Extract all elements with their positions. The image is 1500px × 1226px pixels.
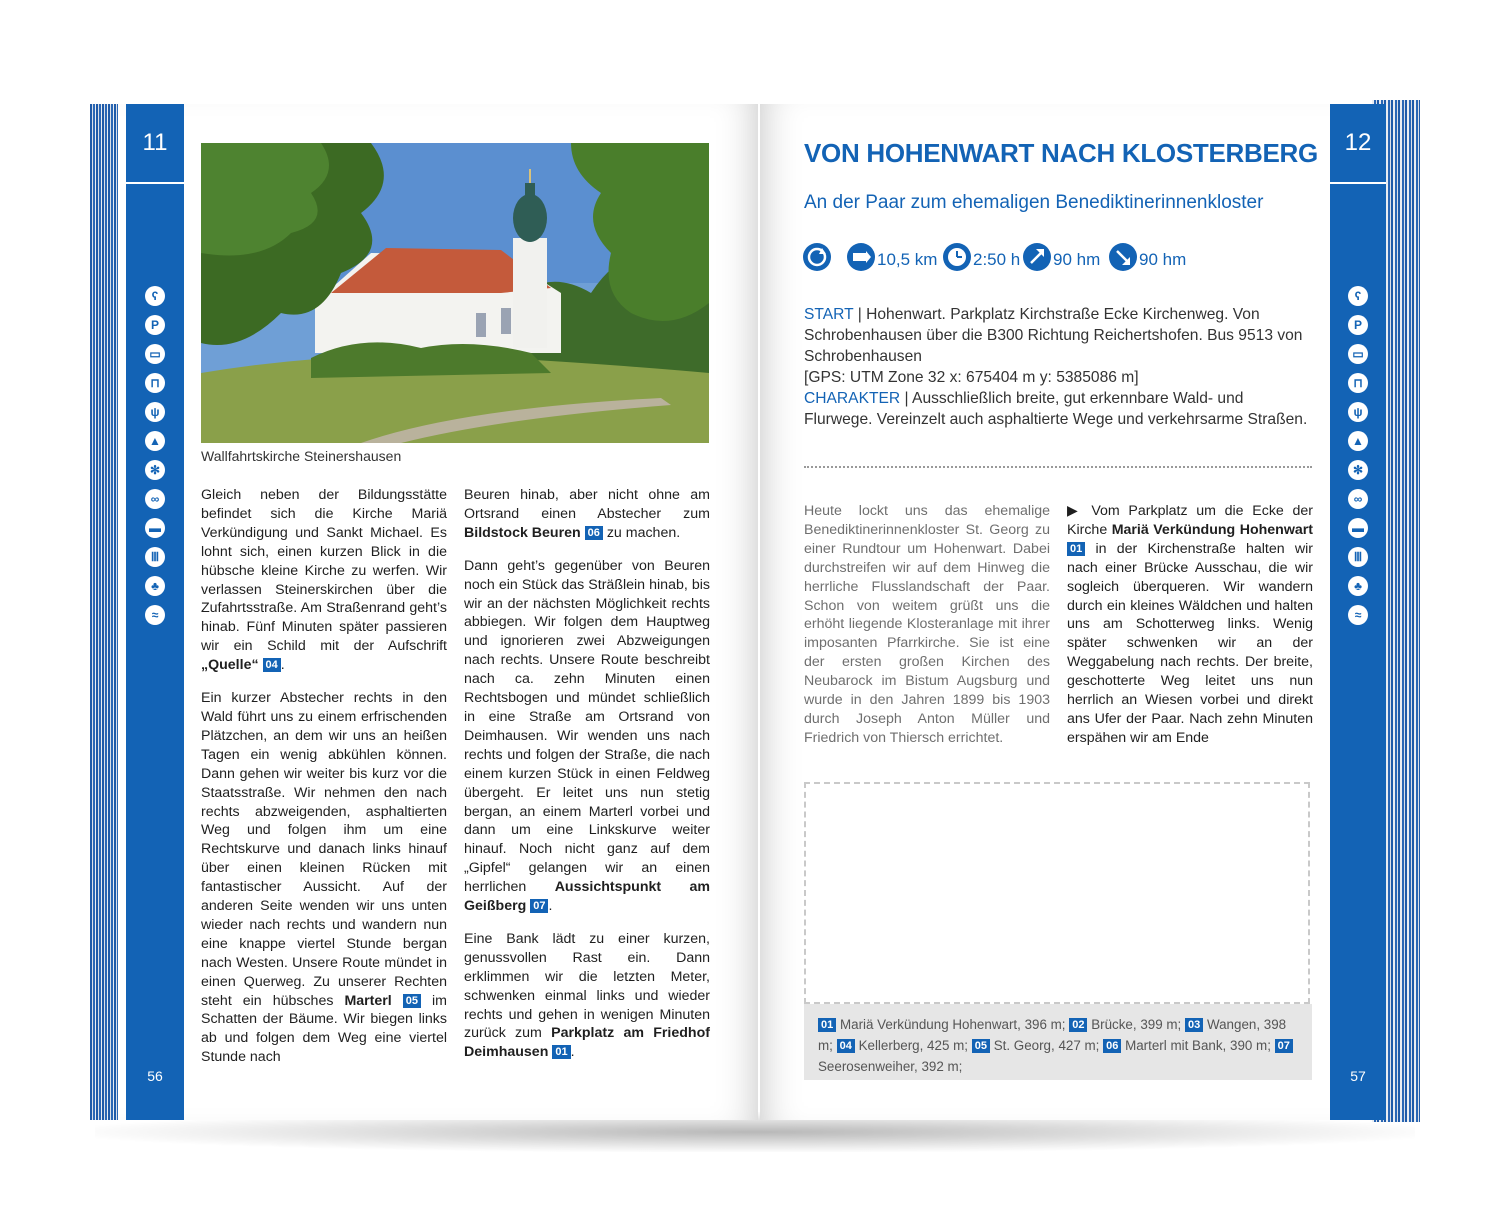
waypoint-badge: 06 [585, 526, 603, 540]
page-number-left: 56 [147, 1068, 163, 1084]
tree-icon: ♣ [145, 576, 165, 596]
highlighted-place: Aussichtspunkt am Geißberg [464, 879, 710, 915]
tree-icon: ♣ [1348, 576, 1368, 596]
parking-icon: P [1348, 315, 1368, 335]
parking-icon: P [145, 315, 165, 335]
clock-icon [943, 243, 971, 271]
round-trip-icon [803, 243, 831, 271]
stat-ascent: 90 hm [1053, 250, 1101, 269]
snowflake-icon: ✻ [1348, 460, 1368, 480]
start-label: START [804, 306, 854, 323]
chapter-number-right: 12 [1330, 104, 1386, 184]
church-photo [201, 143, 709, 443]
left-text-column-1 [201, 486, 447, 1081]
waypoint-legend [804, 1004, 1312, 1080]
museum-icon: Ⅲ [1348, 547, 1368, 567]
restaurant-icon: ψ [145, 402, 165, 422]
right-side-strip [1330, 104, 1386, 1120]
cable-car-icon: ⊓ [145, 373, 165, 393]
restaurant-icon: ψ [1348, 402, 1368, 422]
route-title: VON HOHENWART NACH KLOSTERBERG [804, 138, 1318, 168]
photo-caption: Wallfahrtskirche Steinershausen [201, 448, 402, 464]
character-text: Ausschließlich breite, gut erkennbare Wald- und Flurwege. Vereinzelt auch asphaltierte Wege und verkehrsarme Straßen. [804, 390, 1308, 428]
paragraph: Eine Bank lädt zu einer kurzen, genussvollen Rast ein. Dann erklimmen wir die letzten Meter, schwenken einmal links und wieder rechts und gehen in wenigen Minuten zurück zum Parkplatz am Friedhof Deimhausen 01 . [464, 930, 710, 1061]
highlighted-place: Bildstock Beuren [464, 524, 581, 541]
bed-icon: ▬ [145, 518, 165, 538]
mountain-icon: ▲ [1348, 431, 1368, 451]
paragraph: Dann geht’s gegenüber von Beuren noch ein Stück das Sträßlein hinab, bis wir an der nächsten Möglichkeit rechts abbiegen. Wir folgen dem Hauptweg und ignorieren zwei Abzweigungen nach rechts. Unsere Route beschreibt nach ca. zehn Minuten einen Rechtsbogen und mündet schließlich in eine Straße am Ortsrand von Deimhausen. Wir wenden uns nach rechts und folgen der Straße, die nach einem kurzen Stück in einen Feldweg übergeht. Er leitet uns nun stetig bergan, an einem Marterl vorbei und dann um eine Linkskurve weiter hinauf. Noch nicht ganz auf dem „Gipfel“ gelangen wir an einen herrlichen Aussichtspunkt am Geißberg 07 . [464, 557, 710, 915]
right-text-column-1 [804, 502, 1050, 762]
start-text: Hohenwart. Parkplatz Kirchstraße Ecke Kirchenweg. Von Schrobenhausen über die B300 Richtung Reichertshofen. Bus 9513 von Schrobenhausen [804, 306, 1303, 365]
swimming-icon: ≈ [1348, 605, 1368, 625]
waypoint-badge: 01 [552, 1045, 570, 1059]
bear-icon: ʕ [145, 286, 165, 306]
waypoint-badge: 07 [1275, 1039, 1293, 1053]
stat-duration: 2:50 h [973, 250, 1021, 269]
page-number-right: 57 [1350, 1068, 1366, 1084]
stat-distance: 10,5 km [877, 250, 938, 269]
right-text-column-2 [1067, 502, 1313, 762]
highlighted-place: „Quelle“ [201, 657, 259, 674]
mountain-icon: ▲ [145, 431, 165, 451]
route-stats [803, 243, 1223, 275]
waypoint-badge: 01 [818, 1018, 836, 1032]
snowflake-icon: ✻ [145, 460, 165, 480]
waypoint-badge: 06 [1103, 1039, 1121, 1053]
stat-descent: 90 hm [1139, 250, 1187, 269]
cable-car-icon: ⊓ [1348, 373, 1368, 393]
dotted-divider [804, 466, 1312, 468]
bus-icon: ▭ [145, 344, 165, 364]
highlighted-place: Marterl [344, 992, 392, 1009]
left-side-strip [126, 104, 184, 1120]
highlighted-place: Parkplatz am Friedhof Deimhausen [464, 1025, 710, 1061]
ascent-icon [1023, 243, 1051, 271]
waypoint-badge: 02 [1069, 1018, 1087, 1032]
bus-icon: ▭ [1348, 344, 1368, 364]
paragraph: Heute lockt uns das ehemalige Benediktinerinnenkloster St. Georg zu einer Rundtour um Hohenwart. Dabei durchstreifen wir auf dem Hinweg die herrliche Flusslandschaft der Paar. Schon von weitem grüßt uns die erhöht liegende Klosteranlage mit ihrer imposanten Pfarrkirche. Sie ist eine der ersten großen Kirchen des Neubarock im Bistum Augsburg und wurde in den Jahren 1899 bis 1903 durch Joseph Anton Müller und Friedrich von Thiersch errichtet. [804, 503, 1050, 746]
paragraph: Beuren hinab, aber nicht ohne am Ortsrand einen Abstecher zum Bildstock Beuren 06 zu machen. [464, 487, 710, 541]
distance-icon [847, 243, 875, 271]
waypoint-badge: 05 [403, 994, 421, 1008]
museum-icon: Ⅲ [145, 547, 165, 567]
paragraph: Ein kurzer Abstecher rechts in den Wald führt uns zu einem erfrischenden Plätzchen, an dem wir uns an heißen Tagen ein wenig abkühlen können. Dann gehen wir weiter bis kurz vor die Staatsstraße. Wir nehmen den nach rechts abzweigenden, asphaltierten Weg und folgen ihm um eine Rechtskurve und danach links hinauf über einen kleinen Rücken mit fantastischer Aussicht. Auf der anderen Seite wenden wir uns unten wieder nach rechts und wandern nun eine knappe viertel Stunde bergan nach Westen. Unsere Route mündet in einen Querweg. Zu unserer Rechten steht ein hübsches Marterl 05 im Schatten der Bäume. Wir biegen links ab und folgen dem Weg eine viertel Stunde nach [201, 690, 447, 1066]
swimming-icon: ≈ [145, 605, 165, 625]
character-label: CHARAKTER [804, 390, 901, 407]
route-info: START | Hohenwart. Parkplatz Kirchstraße Ecke Kirchenweg. Von Schrobenhausen über die B300 Richtung Reichertshofen. Bus 9513 von Schrobenhausen [GPS: UTM Zone 32 x: 675404 m y: 5385086 m] CHARAKTER | Ausschließlich breite, gut erkennbare Wald- und Flurwege. Vereinzelt auch asphaltierte Wege und verkehrsarme Straßen. [804, 306, 1308, 428]
gps-text: [GPS: UTM Zone 32 x: 675404 m y: 5385086 m] [804, 369, 1139, 386]
bicycle-icon: ∞ [1348, 489, 1368, 509]
legend-text: 01 Mariä Verkündung Hohenwart, 396 m; 02 Brücke, 399 m; 03 Wangen, 398 m; 04 Kellerberg, 425 m; 05 St. Georg, 427 m; 06 Marterl mit Bank, 390 m; 07 Seerosenweiher, 392 m; [818, 1014, 1298, 1077]
waypoint-badge: 05 [972, 1039, 990, 1053]
waypoint-badge: 01 [1067, 542, 1085, 556]
map-placeholder [804, 782, 1310, 1004]
left-text-column-2 [464, 486, 710, 1076]
waypoint-badge: 03 [1185, 1018, 1203, 1032]
bicycle-icon: ∞ [145, 489, 165, 509]
waypoint-badge: 04 [263, 658, 281, 672]
bed-icon: ▬ [1348, 518, 1368, 538]
bear-icon: ʕ [1348, 286, 1368, 306]
paragraph: ▶ Vom Parkplatz um die Ecke der Kirche Mariä Verkündung Hohenwart 01 in der Kirchenstraße halten wir nach einer Brücke Ausschau, die wir sogleich überqueren. Wir wandern durch ein kleines Wäldchen und halten uns am Schotterweg links. Wenig später schwenken wir an der Weggabelung nach rechts. Der breite, geschotterte Weg leitet uns nun herrlich an Wiesen vorbei und direkt ans Ufer der Paar. Nach zehn Minuten erspähen wir am Ende [1067, 503, 1314, 746]
paragraph: Gleich neben der Bildungsstätte befindet sich die Kirche Mariä Verkündigung und Sankt Michael. Es lohnt sich, einen kurzen Blick in die hübsche kleine Kirche zu werfen. Wir verlassen Steinerskirchen über die Zufahrtsstraße. Am Straßenrand geht’s hinab. Fünf Minuten später passieren wir ein Schild mit der Aufschrift „Quelle“ 04 . [201, 487, 447, 674]
highlighted-place: Mariä Verkündung Hohenwart [1111, 521, 1314, 538]
waypoint-badge: 04 [837, 1039, 855, 1053]
chapter-number-left: 11 [126, 104, 184, 184]
waypoint-badge: 07 [530, 899, 548, 913]
route-subtitle: An der Paar zum ehemaligen Benediktinerinnenkloster [804, 192, 1264, 213]
descent-icon [1109, 243, 1137, 271]
